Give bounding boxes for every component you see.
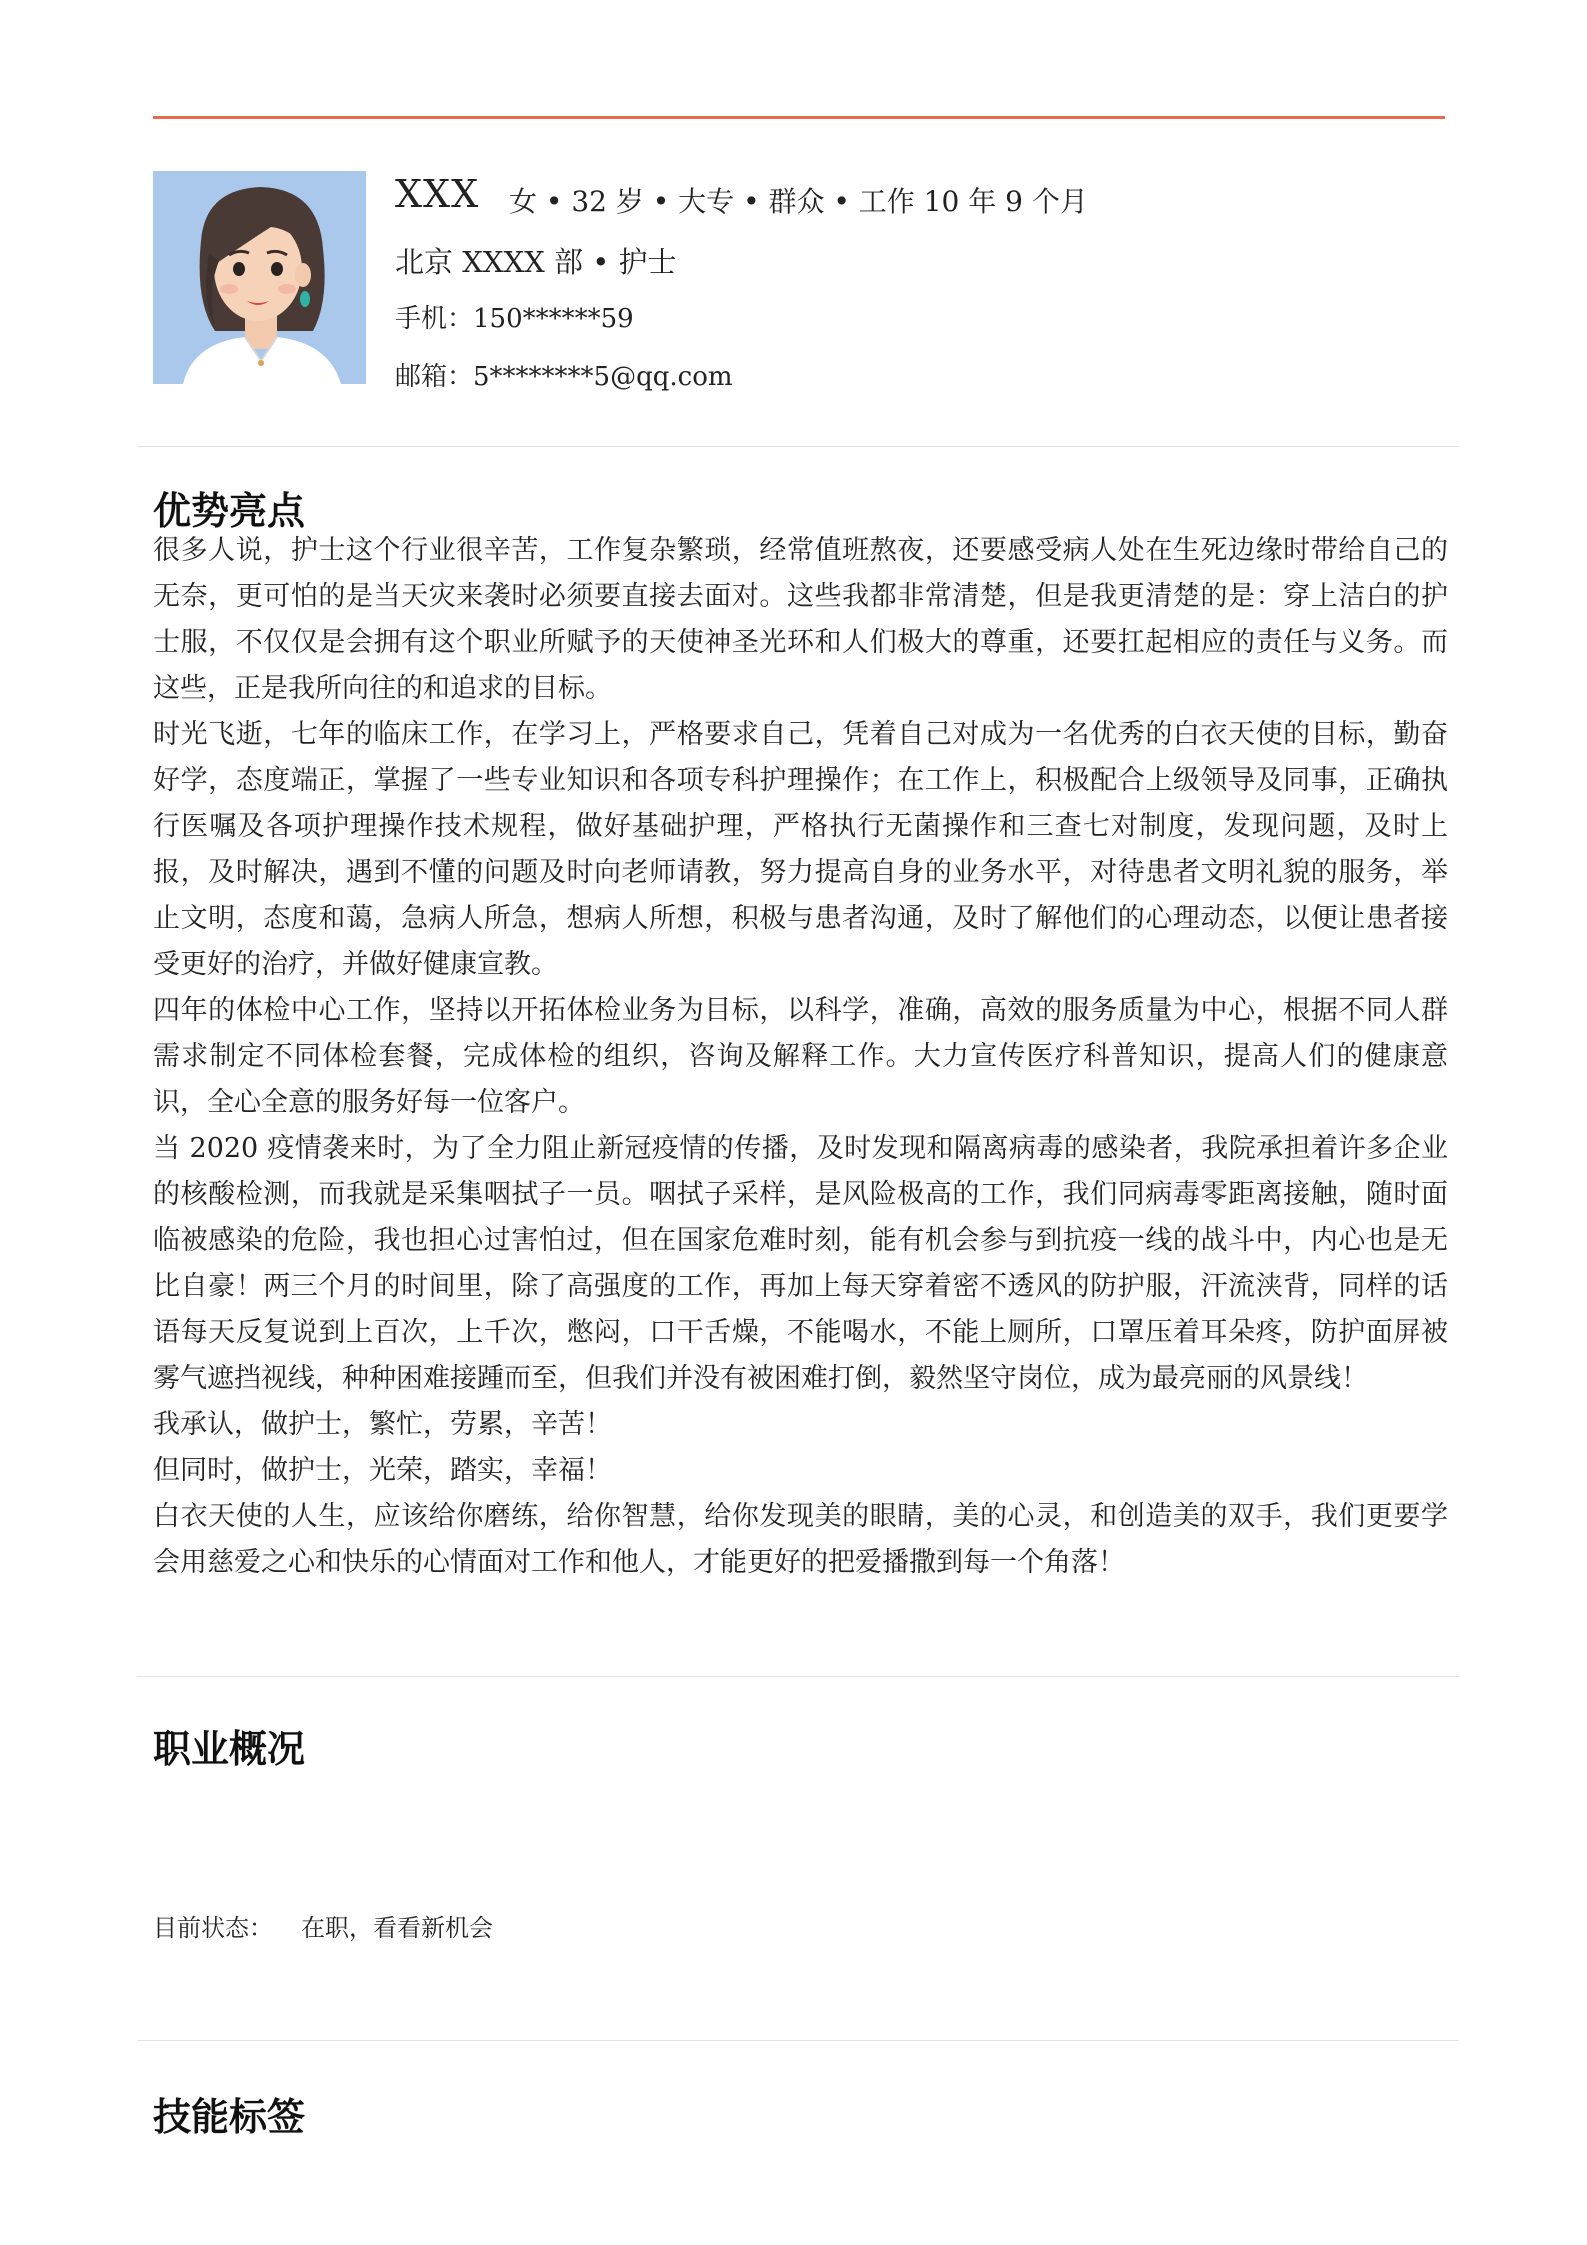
avatar-illustration [153,171,366,384]
advantages-paragraph: 四年的体检中心工作，坚持以开拓体检业务为目标，以科学，准确，高效的服务质量为中心，根据不同人群需求制定不同体检套餐，完成体检的组织，咨询及解释工作。大力宣传医疗科普知识，提高人们的健康意识，全心全意的服务好每一位客户。 [153,995,1448,1118]
candidate-phone: 手机：150******59 [395,304,634,334]
candidate-name: XXX [395,172,480,216]
section-title-skills: 技能标签 [153,2095,306,2139]
section-divider [137,2040,1459,2041]
candidate-company: 北京 XXXX 部 • 护士 [395,245,677,279]
section-divider [137,1676,1459,1677]
career-status-label: 目前状态： [153,1914,273,1942]
advantages-paragraph: 很多人说，护士这个行业很辛苦，工作复杂繁琐，经常值班熬夜，还要感受病人处在生死边缘时带给自己的无奈，更可怕的是当天灾来袭时必须要直接去面对。这些我都非常清楚，但是我更清楚的是：穿上洁白的护士服，不仅仅是会拥有这个职业所赋予的天使神圣光环和人们极大的尊重，还要扛起相应的责任与义务。而这些，正是我所向往的和追求的目标。 [153,535,1448,704]
advantages-paragraph: 当 2020 疫情袭来时，为了全力阻止新冠疫情的传播，及时发现和隔离病毒的感染者，我院承担着许多企业的核酸检测，而我就是采集咽拭子一员。咽拭子采样，是风险极高的工作，我们同病毒零距离接触，随时面临被感染的危险，我也担心过害怕过，但在国家危难时刻，能有机会参与到抗疫一线的战斗中，内心也是无比自豪！两三个月的时间里，除了高强度的工作，再加上每天穿着密不透风的防护服，汗流浃背，同样的话语每天反复说到上百次，上千次，憋闷，口干舌燥，不能喝水，不能上厕所，口罩压着耳朵疼，防护面屏被雾气遮挡视线，种种困难接踵而至，但我们并没有被困难打倒，毅然坚守岗位，成为最亮丽的风景线！ [153,1133,1448,1394]
advantages-paragraph: 但同时，做护士，光荣，踏实，幸福！ [153,1455,612,1486]
career-status [153,1908,493,1943]
advantages-body [153,528,1448,1586]
advantages-paragraph: 时光飞逝，七年的临床工作，在学习上，严格要求自己，凭着自己对成为一名优秀的白衣天使的目标，勤奋好学，态度端正，掌握了一些专业知识和各项专科护理操作；在工作上，积极配合上级领导及同事，正确执行医嘱及各项护理操作技术规程，做好基础护理，严格执行无菌操作和三查七对制度，发现问题，及时上报，及时解决，遇到不懂的问题及时向老师请教，努力提高自身的业务水平，对待患者文明礼貌的服务，举止文明，态度和蔼，急病人所急，想病人所想，积极与患者沟通，及时了解他们的心理动态，以便让患者接受更好的治疗，并做好健康宣教。 [153,719,1448,980]
section-title-advantages: 优势亮点 [153,489,306,533]
avatar [153,171,366,384]
section-title-career: 职业概况 [153,1727,306,1771]
advantages-paragraph: 白衣天使的人生，应该给你磨练，给你智慧，给你发现美的眼睛，美的心灵，和创造美的双手，我们更要学会用慈爱之心和快乐的心情面对工作和他人，才能更好的把爱播撒到每一个角落！ [153,1501,1448,1578]
career-status-value: 在职，看看新机会 [301,1914,493,1942]
candidate-meta: 女 • 32 岁 • 大专 • 群众 • 工作 10 年 9 个月 [509,185,1088,218]
candidate-email: 邮箱：5********5@qq.com [395,362,733,392]
top-accent-rule [153,116,1445,119]
section-divider [137,446,1459,447]
advantages-paragraph: 我承认，做护士，繁忙，劳累，辛苦！ [153,1409,612,1440]
